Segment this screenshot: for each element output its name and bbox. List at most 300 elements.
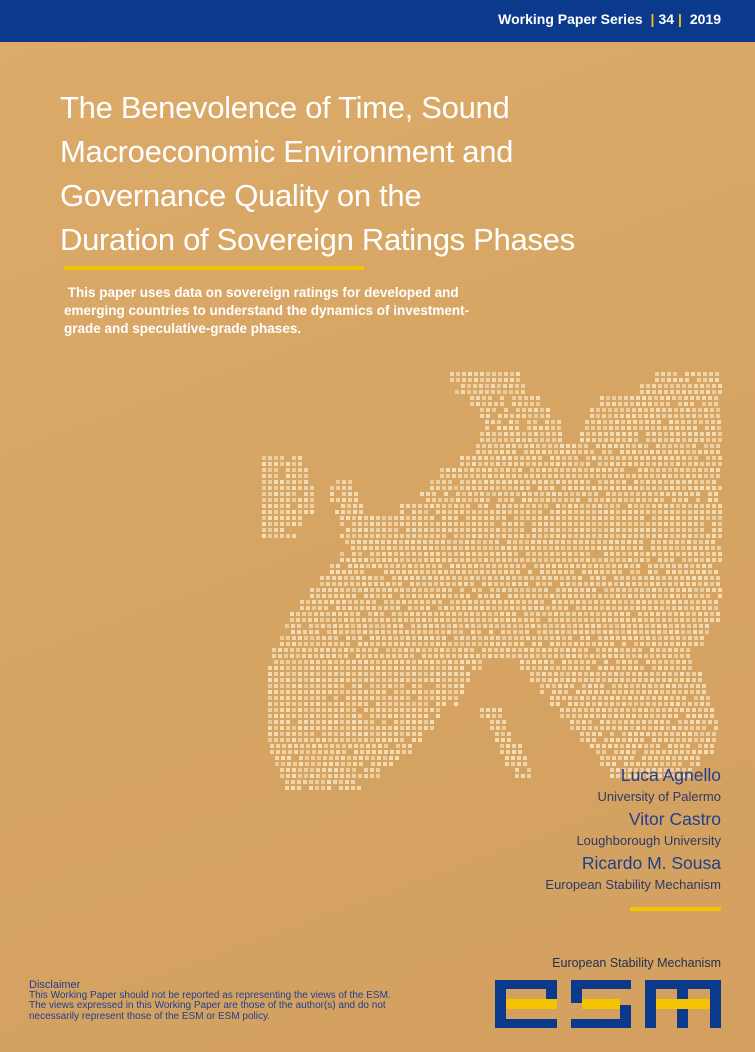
map-square — [390, 564, 394, 568]
map-square — [464, 654, 468, 658]
map-square — [667, 378, 671, 382]
map-square — [430, 666, 434, 670]
map-square — [582, 606, 586, 610]
map-square — [562, 696, 566, 700]
map-square — [474, 564, 478, 568]
map-square — [423, 546, 427, 550]
map-square — [330, 498, 334, 502]
map-square — [682, 660, 686, 664]
map-square — [498, 570, 502, 574]
map-square — [352, 666, 356, 670]
map-square — [704, 450, 708, 454]
map-square — [638, 582, 642, 586]
map-square — [352, 690, 356, 694]
separator: | — [650, 11, 655, 27]
map-square — [656, 654, 660, 658]
map-square — [268, 516, 272, 520]
map-square — [480, 408, 484, 412]
map-square — [441, 630, 445, 634]
map-square — [550, 528, 554, 532]
map-square — [518, 648, 522, 652]
map-square — [402, 570, 406, 574]
map-square — [622, 480, 626, 484]
map-square — [624, 402, 628, 406]
map-square — [614, 678, 618, 682]
map-square — [382, 660, 386, 664]
map-square — [311, 756, 315, 760]
map-square — [452, 582, 456, 586]
map-square — [560, 678, 564, 682]
map-square — [435, 540, 439, 544]
map-square — [352, 678, 356, 682]
map-square — [474, 600, 478, 604]
map-square — [534, 414, 538, 418]
map-square — [680, 618, 684, 622]
map-square — [262, 474, 266, 478]
map-square — [515, 390, 519, 394]
map-square — [520, 528, 524, 532]
map-square — [352, 732, 356, 736]
map-square — [286, 522, 290, 526]
map-square — [340, 672, 344, 676]
map-square — [624, 684, 628, 688]
map-square — [672, 492, 676, 496]
map-square — [486, 492, 490, 496]
map-square — [430, 516, 434, 520]
map-square — [682, 702, 686, 706]
map-square — [274, 696, 278, 700]
map-square — [622, 510, 626, 514]
map-square — [292, 708, 296, 712]
map-square — [594, 564, 598, 568]
map-square — [712, 510, 716, 514]
map-square — [640, 642, 644, 646]
map-square — [588, 720, 592, 724]
map-square — [504, 498, 508, 502]
map-square — [622, 594, 626, 598]
map-square — [682, 588, 686, 592]
map-square — [580, 522, 584, 526]
map-square — [376, 558, 380, 562]
map-square — [566, 714, 570, 718]
map-square — [604, 534, 608, 538]
map-square — [476, 576, 480, 580]
map-square — [318, 750, 322, 754]
map-square — [663, 426, 667, 430]
map-square — [298, 690, 302, 694]
map-square — [478, 660, 482, 664]
map-square — [514, 594, 518, 598]
map-square — [310, 498, 314, 502]
map-square — [304, 498, 308, 502]
map-square — [461, 390, 465, 394]
map-square — [712, 588, 716, 592]
map-square — [578, 672, 582, 676]
map-square — [596, 618, 600, 622]
map-square — [556, 504, 560, 508]
map-square — [358, 714, 362, 718]
map-square — [394, 672, 398, 676]
map-square — [568, 702, 572, 706]
abstract-line: grade and speculative-grade phases. — [64, 321, 302, 336]
map-square — [292, 732, 296, 736]
map-square — [366, 564, 370, 568]
map-square — [550, 558, 554, 562]
map-square — [602, 450, 606, 454]
map-square — [532, 456, 536, 460]
map-square — [334, 696, 338, 700]
map-square — [688, 558, 692, 562]
map-square — [322, 738, 326, 742]
map-square — [340, 708, 344, 712]
map-square — [364, 708, 368, 712]
map-square — [554, 576, 558, 580]
map-square — [640, 462, 644, 466]
map-square — [600, 570, 604, 574]
map-square — [310, 696, 314, 700]
map-square — [476, 468, 480, 472]
map-square — [624, 690, 628, 694]
map-square — [706, 438, 710, 442]
map-square — [364, 726, 368, 730]
map-square — [452, 576, 456, 580]
map-square — [436, 510, 440, 514]
map-square — [639, 546, 643, 550]
map-square — [510, 432, 514, 436]
map-square — [566, 582, 570, 586]
map-square — [664, 486, 668, 490]
map-square — [340, 726, 344, 730]
map-square — [680, 708, 684, 712]
map-square — [666, 720, 670, 724]
map-square — [426, 570, 430, 574]
map-square — [688, 516, 692, 520]
author-divider — [630, 907, 721, 911]
map-square — [496, 726, 500, 730]
map-square — [572, 654, 576, 658]
map-square — [286, 732, 290, 736]
map-square — [498, 492, 502, 496]
map-square — [586, 462, 590, 466]
map-square — [596, 708, 600, 712]
map-square — [358, 774, 362, 778]
map-square — [404, 612, 408, 616]
map-square — [660, 756, 664, 760]
map-square — [676, 522, 680, 526]
map-square — [334, 702, 338, 706]
map-square — [586, 528, 590, 532]
map-square — [588, 690, 592, 694]
map-square — [520, 480, 524, 484]
map-square — [496, 516, 500, 520]
map-square — [716, 474, 720, 478]
map-square — [612, 756, 616, 760]
map-square — [496, 720, 500, 724]
map-square — [586, 456, 590, 460]
map-square — [452, 468, 456, 472]
map-square — [598, 666, 602, 670]
map-square — [694, 456, 698, 460]
map-square — [718, 438, 722, 442]
map-square — [630, 492, 634, 496]
map-square — [365, 756, 369, 760]
map-square — [336, 744, 340, 748]
map-square — [574, 558, 578, 562]
map-square — [525, 540, 529, 544]
map-square — [588, 726, 592, 730]
map-square — [477, 540, 481, 544]
map-square — [564, 498, 568, 502]
map-square — [502, 456, 506, 460]
map-square — [651, 630, 655, 634]
map-square — [434, 582, 438, 586]
map-square — [364, 774, 368, 778]
map-square — [518, 582, 522, 586]
map-square — [346, 588, 350, 592]
map-square — [700, 384, 704, 388]
map-square — [574, 702, 578, 706]
map-square — [354, 570, 358, 574]
map-square — [594, 492, 598, 496]
map-square — [603, 546, 607, 550]
map-square — [293, 762, 297, 766]
map-square — [704, 582, 708, 586]
map-square — [450, 606, 454, 610]
map-square — [648, 498, 652, 502]
map-square — [657, 546, 661, 550]
map-square — [606, 606, 610, 610]
map-square — [486, 378, 490, 382]
map-square — [573, 540, 577, 544]
map-square — [330, 492, 334, 496]
map-square — [532, 642, 536, 646]
map-square — [666, 570, 670, 574]
map-square — [482, 402, 486, 406]
map-square — [640, 738, 644, 742]
map-square — [432, 492, 436, 496]
map-square — [536, 402, 540, 406]
map-square — [424, 672, 428, 676]
map-square — [498, 714, 502, 718]
map-square — [346, 528, 350, 532]
map-square — [456, 606, 460, 610]
map-square — [280, 720, 284, 724]
map-square — [368, 612, 372, 616]
map-square — [550, 516, 554, 520]
map-square — [584, 582, 588, 586]
map-square — [460, 462, 464, 466]
map-square — [552, 492, 556, 496]
map-square — [621, 540, 625, 544]
map-square — [684, 756, 688, 760]
map-square — [556, 594, 560, 598]
map-square — [693, 630, 697, 634]
map-square — [608, 648, 612, 652]
map-square — [454, 636, 458, 640]
map-square — [628, 462, 632, 466]
map-square — [614, 576, 618, 580]
map-square — [711, 420, 715, 424]
map-square — [568, 594, 572, 598]
map-square — [646, 594, 650, 598]
map-square — [506, 582, 510, 586]
map-square — [292, 516, 296, 520]
map-square — [544, 504, 548, 508]
map-square — [608, 714, 612, 718]
map-square — [636, 564, 640, 568]
map-square — [262, 522, 266, 526]
map-square — [262, 456, 266, 460]
map-square — [600, 684, 604, 688]
map-square — [712, 456, 716, 460]
map-square — [660, 726, 664, 730]
map-square — [354, 606, 358, 610]
map-square — [424, 552, 428, 556]
map-square — [430, 486, 434, 490]
map-square — [602, 750, 606, 754]
map-square — [669, 624, 673, 628]
map-square — [548, 648, 552, 652]
map-square — [334, 642, 338, 646]
map-square — [410, 654, 414, 658]
map-square — [633, 624, 637, 628]
map-square — [358, 552, 362, 556]
map-square — [514, 642, 518, 646]
map-square — [508, 504, 512, 508]
map-square — [382, 738, 386, 742]
map-square — [502, 522, 506, 526]
map-square — [328, 660, 332, 664]
map-square — [442, 642, 446, 646]
map-square — [412, 660, 416, 664]
map-square — [455, 390, 459, 394]
map-square — [512, 618, 516, 622]
map-square — [486, 408, 490, 412]
map-square — [666, 402, 670, 406]
map-square — [334, 672, 338, 676]
map-square — [406, 594, 410, 598]
map-square — [633, 540, 637, 544]
map-square — [682, 438, 686, 442]
map-square — [262, 528, 266, 532]
map-square — [680, 678, 684, 682]
map-square — [470, 618, 474, 622]
map-square — [435, 624, 439, 628]
map-square — [333, 780, 337, 784]
map-square — [708, 606, 712, 610]
map-square — [410, 618, 414, 622]
map-square — [556, 636, 560, 640]
map-square — [670, 438, 674, 442]
map-square — [291, 786, 295, 790]
map-square — [664, 594, 668, 598]
map-square — [694, 390, 698, 394]
map-square — [304, 672, 308, 676]
map-square — [496, 534, 500, 538]
map-square — [670, 660, 674, 664]
map-square — [338, 576, 342, 580]
map-square — [462, 378, 466, 382]
map-square — [360, 564, 364, 568]
map-square — [628, 456, 632, 460]
map-square — [638, 414, 642, 418]
map-square — [348, 486, 352, 490]
map-square — [654, 606, 658, 610]
map-square — [690, 402, 694, 406]
map-square — [392, 612, 396, 616]
map-square — [578, 468, 582, 472]
map-square — [527, 426, 531, 430]
map-square — [670, 702, 674, 706]
map-square — [542, 576, 546, 580]
map-square — [376, 768, 380, 772]
map-square — [700, 438, 704, 442]
map-square — [574, 504, 578, 508]
map-square — [369, 624, 373, 628]
map-square — [584, 648, 588, 652]
map-square — [703, 378, 707, 382]
map-square — [510, 498, 514, 502]
map-square — [274, 480, 278, 484]
map-square — [640, 666, 644, 670]
map-square — [716, 582, 720, 586]
map-square — [696, 756, 700, 760]
map-square — [498, 564, 502, 568]
map-square — [412, 516, 416, 520]
map-square — [651, 420, 655, 424]
map-square — [400, 708, 404, 712]
map-square — [538, 666, 542, 670]
map-square — [334, 588, 338, 592]
map-square — [574, 480, 578, 484]
map-square — [502, 480, 506, 484]
map-square — [684, 402, 688, 406]
map-square — [706, 480, 710, 484]
map-square — [474, 498, 478, 502]
map-square — [582, 570, 586, 574]
map-square — [310, 732, 314, 736]
map-square — [460, 690, 464, 694]
map-square — [552, 690, 556, 694]
map-square — [323, 756, 327, 760]
map-square — [508, 522, 512, 526]
map-square — [292, 468, 296, 472]
map-square — [554, 678, 558, 682]
map-square — [488, 396, 492, 400]
map-square — [500, 444, 504, 448]
map-square — [640, 594, 644, 598]
map-square — [692, 408, 696, 412]
disclaimer-title: Disclaimer — [29, 979, 81, 991]
map-square — [690, 690, 694, 694]
map-square — [480, 714, 484, 718]
map-square — [588, 564, 592, 568]
map-square — [717, 420, 721, 424]
map-square — [592, 702, 596, 706]
map-square — [436, 504, 440, 508]
map-square — [612, 726, 616, 730]
map-square — [628, 486, 632, 490]
map-square — [490, 534, 494, 538]
map-square — [483, 624, 487, 628]
map-square — [270, 744, 274, 748]
disclaimer-line: The views expressed in this Working Paper are those of the author(s) and do not — [29, 1000, 386, 1011]
map-square — [352, 774, 356, 778]
map-square — [642, 684, 646, 688]
map-square — [513, 546, 517, 550]
map-square — [681, 420, 685, 424]
map-square — [639, 630, 643, 634]
